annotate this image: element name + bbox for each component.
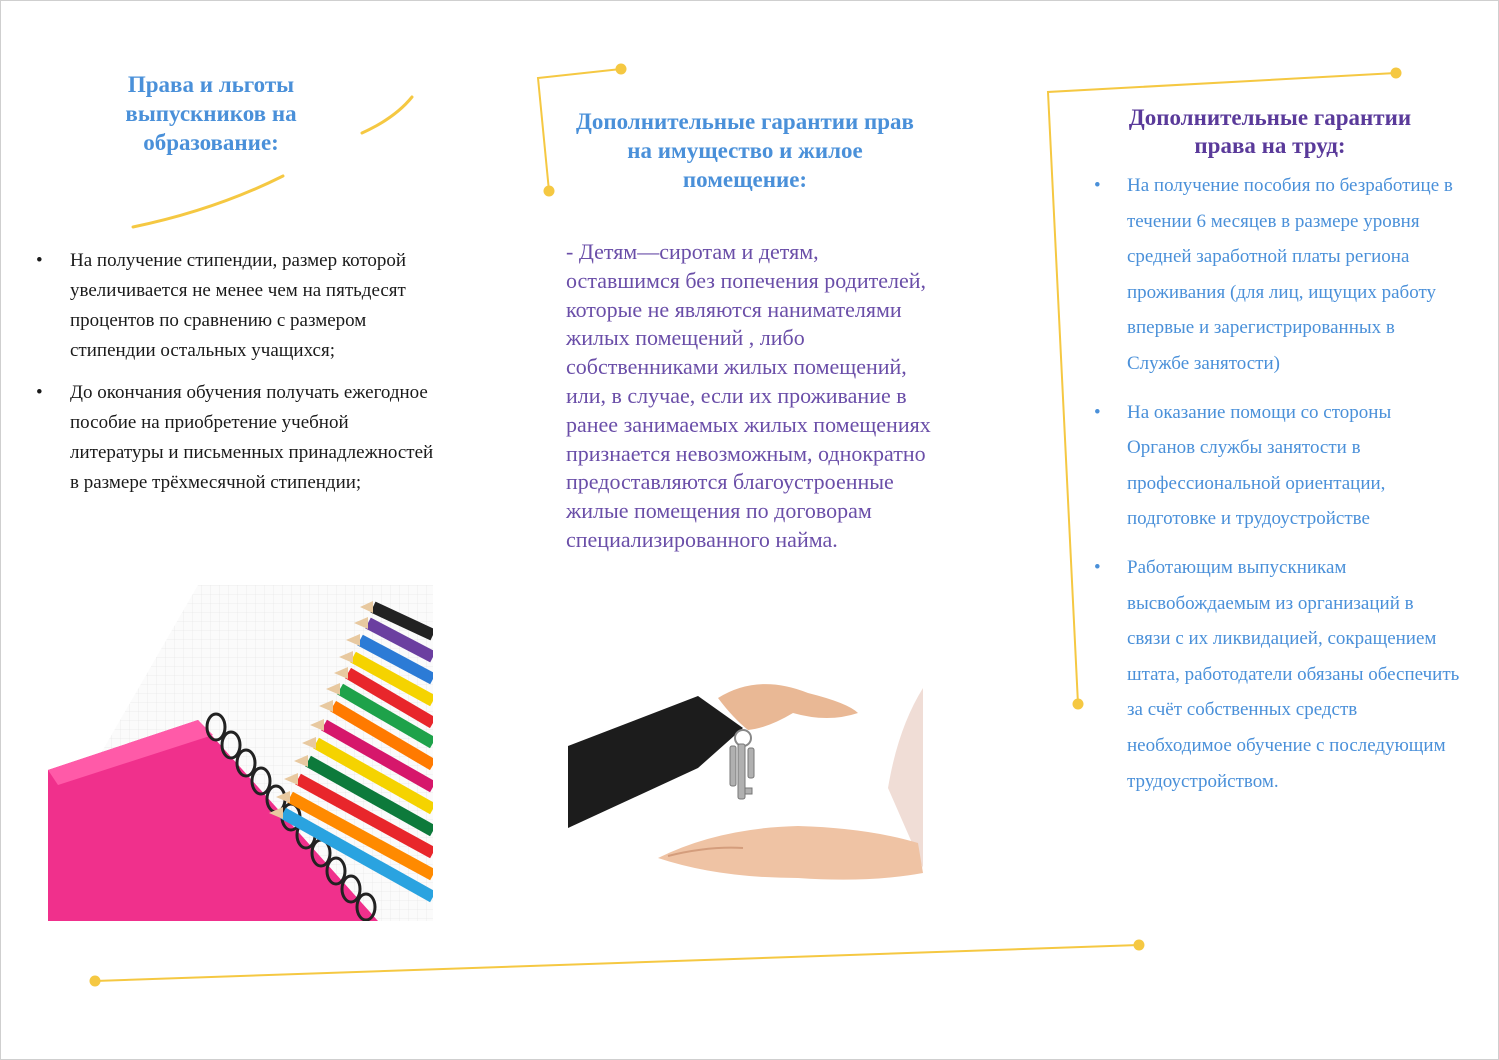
column1-list	[30, 246, 440, 510]
bottom-line	[95, 945, 1139, 981]
list-item-text: На получение пособия по безработице в течении 6 месяцев в размере уровня средней заработной платы региона проживания (для лиц, ищущих работу впервые и зарегистрированных в Службе занятости)	[1127, 175, 1453, 374]
list-item-text: До окончания обучения получать ежегодное пособие на приобретение учебной литературы и письменных принадлежностей в размере трёхмесячной стипендии;	[70, 382, 434, 493]
hands-keys-photo	[568, 668, 923, 894]
bullet-icon: •	[1094, 175, 1101, 196]
list-item-text: На получение стипендии, размер которой увеличивается не менее чем на пятьдесят процентов по сравнению с размером стипендии остальных учащихся;	[70, 250, 407, 361]
column3-list	[1090, 168, 1460, 812]
dot	[544, 186, 555, 197]
list-item	[1090, 550, 1460, 799]
bullet-icon: •	[1094, 556, 1101, 578]
list-item-text: На оказание помощи со стороны Органов службы занятости в профессиональной ориентации, подготовке и трудоустройстве	[1127, 401, 1392, 530]
list-item-text: Работающим выпускникам высвобождаемым из организаций в связи с их ликвидацией, сокращением штата, работодатели обязаны обеспечить за счёт собственных средств необходимое обучение с последующим трудоустройством.	[1127, 556, 1460, 792]
dot	[1391, 68, 1402, 79]
list-item	[1090, 395, 1460, 537]
swoosh-bottom	[133, 176, 283, 227]
bullet-icon: •	[36, 382, 43, 403]
bullet-icon: •	[36, 250, 43, 271]
list-item	[1090, 168, 1460, 382]
bullet-icon: •	[1094, 401, 1101, 423]
column3-title: Дополнительные гарантии права на труд:	[1128, 105, 1412, 158]
list-item	[30, 246, 440, 366]
notebook-pencils-photo	[48, 585, 433, 921]
column2-title: Дополнительные гарантии прав на имущество и жилое помещение:	[576, 109, 914, 192]
column1-title: Права и льготы выпускников на образование:	[125, 72, 297, 155]
dot	[90, 976, 101, 987]
swoosh-top	[362, 97, 412, 133]
column2-paragraph: - Детям—сиротам и детям, оставшимся без попечения родителей, которые не являются нанимателями жилых помещений , либо собственниками жилых помещений, или, в случае, если их проживание в ранее занимаемых жилых помещениях признается невозможным, однократно предоставляются благоустроенные жилые помещения по договорам специализированного найма.	[566, 239, 931, 552]
dot	[1134, 940, 1145, 951]
dot	[1073, 699, 1084, 710]
list-item	[30, 378, 440, 498]
dot	[616, 64, 627, 75]
